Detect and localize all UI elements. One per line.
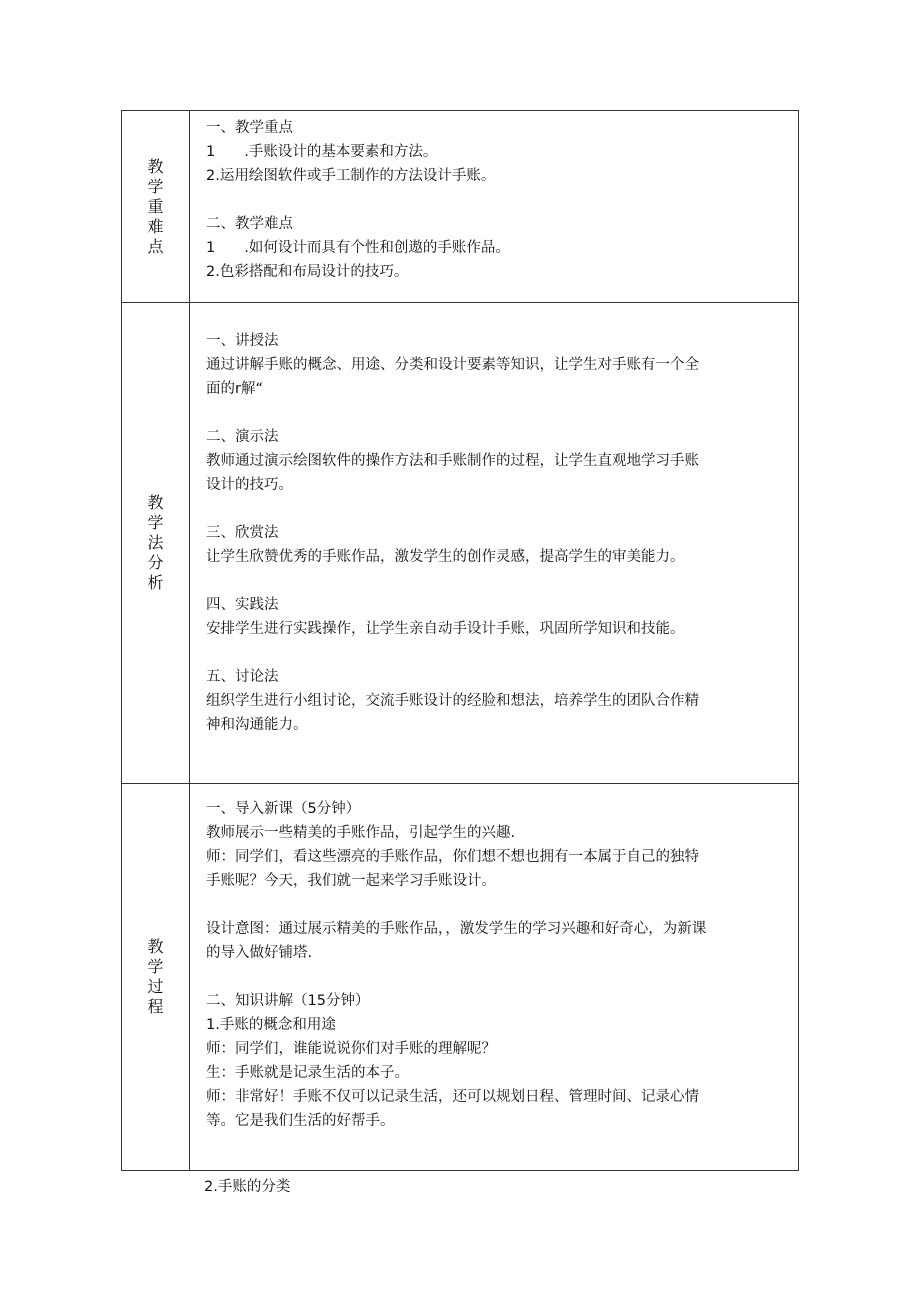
blank-line xyxy=(206,893,792,917)
row-label-teaching-process xyxy=(122,784,189,1170)
text-line: 通过讲解手账的概念、用途、分类和设计要素等知识，让学生对手账有一个全 xyxy=(206,357,699,373)
text-line: 师：同学们，谁能说说你们对手账的理解呢？ xyxy=(206,1041,496,1057)
text-line: 师：同学们，看这些漂亮的手账作品，你们想不想也拥有一本属于自己的独特 xyxy=(206,849,699,865)
blank-line xyxy=(206,569,792,593)
text-line: 让学生欣赞优秀的手账作品，激发学生的创作灵感，提高学生的审美能力。 xyxy=(206,549,685,565)
text-line: 四、实践法 xyxy=(206,597,279,613)
label-char: 教 xyxy=(147,156,164,176)
label-char: 教 xyxy=(147,937,164,956)
text-line: 等。它是我们生活的好帮手。 xyxy=(206,1113,395,1129)
text-line: 教师展示一些精美的手账作品，引起学生的兴趣. xyxy=(206,825,516,841)
text-line: 1.手账的概念和用途 xyxy=(206,1017,336,1033)
text-line: 2.色彩搭配和布局设计的技巧。 xyxy=(206,264,409,280)
text-line: 设计的技巧。 xyxy=(206,477,293,493)
text-line: 教师通过演示绘图软件的操作方法和手账制作的过程，让学生直观地学习手账 xyxy=(206,453,699,469)
row-content-key-points xyxy=(206,116,792,284)
text-line: 一、导入新课（5分钟） xyxy=(206,801,361,817)
label-char: 程 xyxy=(147,997,164,1016)
label-char: 分 xyxy=(147,553,164,572)
text-line: 设计意图：通过展示精美的手账作品，，激发学生的学习兴趣和好奇心，为新课 xyxy=(206,921,707,937)
label-char: 过 xyxy=(147,977,164,996)
text-line: 二、演示法 xyxy=(206,429,279,445)
row-content-method-analysis xyxy=(206,329,792,737)
text-line: 神和沟通能力。 xyxy=(206,717,308,733)
continuation-text: 2.手账的分类 xyxy=(204,1179,291,1195)
text-line: 2.运用绘图软件或手工制作的方法设计手账。 xyxy=(206,168,496,184)
label-char: 重 xyxy=(147,196,164,216)
row-label-method-analysis xyxy=(122,303,189,783)
row-label-key-points xyxy=(122,111,189,302)
label-char: 学 xyxy=(147,957,164,976)
blank-line xyxy=(206,188,792,212)
text-line: 面的r解“ xyxy=(206,381,263,397)
text-line: 手账呢？今天，我们就一起来学习手账设计。 xyxy=(206,873,496,889)
label-char: 学 xyxy=(147,513,164,532)
label-char: 法 xyxy=(147,533,164,552)
text-line: 组织学生进行小组讨论，交流手账设计的经脸和想法，培养学生的团队合作精 xyxy=(206,693,699,709)
text-line: 师：非常好！手账不仅可以记录生活，还可以规划日程、管理时间、记录心情 xyxy=(206,1089,699,1105)
text-line: 三、欣赏法 xyxy=(206,525,279,541)
blank-line xyxy=(206,641,792,665)
text-line: 一、讲授法 xyxy=(206,333,279,349)
label-char: 点 xyxy=(147,236,164,256)
label-char: 学 xyxy=(147,176,164,196)
label-char: 析 xyxy=(147,573,164,592)
blank-line xyxy=(206,965,792,989)
label-char: 难 xyxy=(147,216,164,236)
column-divider xyxy=(189,111,190,1170)
row-divider xyxy=(122,302,798,303)
row-divider xyxy=(122,783,798,784)
text-line: 1 .如何设计而具有个性和创遨的手账作品。 xyxy=(206,240,510,256)
text-line: 二、知识讲解（15分钟） xyxy=(206,993,370,1009)
row-content-teaching-process xyxy=(206,797,792,1133)
blank-line xyxy=(206,401,792,425)
text-line: 一、教学重点 xyxy=(206,120,293,136)
text-line: 五、讨论法 xyxy=(206,669,279,685)
lesson-plan-table xyxy=(121,110,799,1171)
text-line: 的导入做好铺塔. xyxy=(206,945,313,961)
label-char: 教 xyxy=(147,493,164,512)
blank-line xyxy=(206,497,792,521)
text-line: 安排学生进行实践操作，让学生亲自动手设计手账，巩固所学知识和技能。 xyxy=(206,621,685,637)
text-line: 二、教学难点 xyxy=(206,216,293,232)
text-line: 生：手账就是记录生活的本子。 xyxy=(206,1065,409,1081)
text-line: 1 .手账设计的基本要素和方法。 xyxy=(206,144,438,160)
